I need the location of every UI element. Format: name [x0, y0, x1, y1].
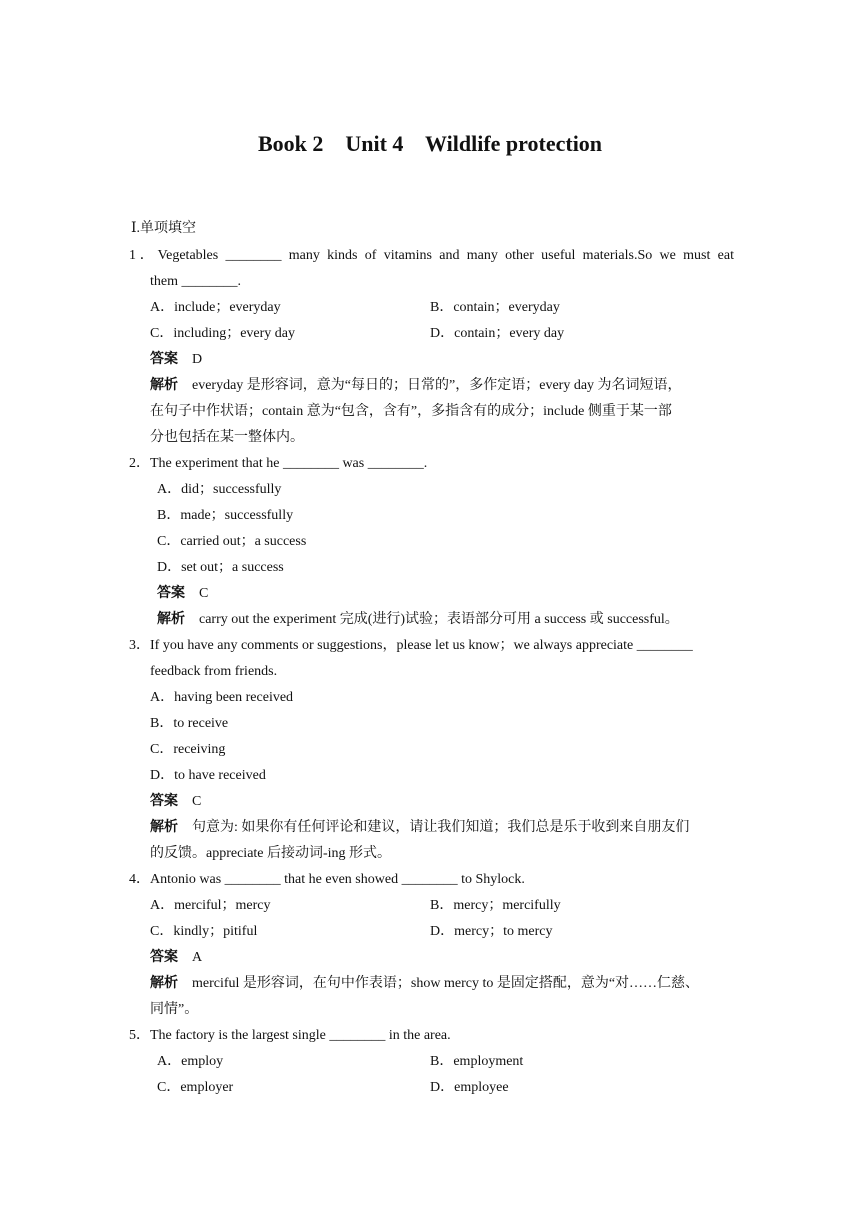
- analysis-text: 句意为: 如果你有任何评论和建议，请让我们知道；我们总是乐于收到来自朋友们: [192, 820, 690, 835]
- question-3-option-c: C．receiving: [150, 742, 226, 757]
- question-1-option-d: D．contain；every day: [430, 326, 565, 341]
- answer-value: C: [192, 794, 202, 809]
- question-1-answer: [150, 351, 202, 369]
- question-5-text: 5．The factory is the largest single ________ in the area.: [129, 1028, 451, 1043]
- question-2-option-c: C．carried out；a success: [157, 534, 307, 549]
- answer-label: 答案: [157, 586, 185, 601]
- question-1-analysis: [150, 377, 734, 395]
- question-3-text: 3．If you have any comments or suggestions，please let us know；we always appreciate ________: [129, 638, 693, 653]
- question-2-text: 2．The experiment that he ________ was ________.: [129, 456, 428, 471]
- question-2-answer: [157, 585, 208, 603]
- page-title: Book 2 Unit 4 Wildlife protection: [257, 131, 603, 156]
- question-1-text-cont: them ________.: [150, 274, 241, 289]
- question-3-analysis: [150, 819, 689, 837]
- question-3-option-a: A．having been received: [150, 690, 294, 705]
- question-3-answer: [150, 793, 201, 811]
- answer-label: 答案: [150, 352, 178, 367]
- question-4-option-a: A．merciful；mercy: [150, 898, 271, 913]
- question-2-option-b: B．made；successfully: [157, 508, 294, 523]
- question-3-option-d: D．to have received: [150, 768, 266, 783]
- question-1-analysis-cont: 在句子中作状语；contain 意为“包含，含有”，多指含有的成分；include 侧重于某一部: [150, 404, 672, 419]
- question-2-option-a: A．did；successfully: [157, 482, 282, 497]
- analysis-label: 解析: [150, 976, 178, 991]
- question-1-option-b: B．contain；everyday: [430, 300, 560, 315]
- question-5-option-b: B．employment: [430, 1054, 524, 1069]
- question-5-option-d: D．employee: [430, 1080, 509, 1095]
- question-4-option-d: D．mercy；to mercy: [430, 924, 553, 939]
- question-4-option-b: B．mercy；mercifully: [430, 898, 561, 913]
- question-1-option-c: C．including；every day: [150, 326, 296, 341]
- answer-value: D: [192, 352, 203, 367]
- analysis-text: everyday 是形容词，意为“每日的；日常的”，多作定语；every day 为名词短语，: [192, 378, 682, 393]
- question-5-option-a: A．employ: [157, 1054, 224, 1069]
- answer-value: A: [192, 950, 203, 965]
- question-4-text: 4．Antonio was ________ that he even showed ________ to Shylock.: [129, 872, 525, 887]
- answer-label: 答案: [150, 794, 178, 809]
- question-3-option-b: B．to receive: [150, 716, 229, 731]
- analysis-text: merciful 是形容词，在句中作表语；show mercy to 是固定搭配，意为“对……仁慈、: [192, 976, 700, 991]
- question-4-option-c: C．kindly；pitiful: [150, 924, 258, 939]
- question-3-text-cont: feedback from friends.: [150, 664, 278, 679]
- analysis-label: 解析: [150, 820, 178, 835]
- question-4-answer: [150, 949, 202, 967]
- question-1-option-a: A．include；everyday: [150, 300, 281, 315]
- question-5-option-c: C．employer: [157, 1080, 234, 1095]
- question-1-text: 1．Vegetables ________ many kinds of vitamins and many other useful materials.So we must eat: [129, 248, 734, 263]
- section-heading: Ⅰ.单项填空: [131, 221, 197, 236]
- answer-label: 答案: [150, 950, 178, 965]
- question-4-analysis: [150, 975, 699, 993]
- analysis-label: 解析: [157, 612, 185, 627]
- question-2-option-d: D．set out；a success: [157, 560, 284, 575]
- answer-value: C: [199, 586, 209, 601]
- analysis-label: 解析: [150, 378, 178, 393]
- analysis-text: carry out the experiment 完成(进行)试验；表语部分可用 a success 或 successful。: [199, 612, 679, 627]
- question-3-analysis-cont: 的反馈。appreciate 后接动词-ing 形式。: [150, 846, 392, 861]
- question-1-analysis-cont2: 分也包括在某一整体内。: [150, 430, 304, 445]
- question-2-analysis: [157, 611, 679, 629]
- question-4-analysis-cont: 同情”。: [150, 1002, 199, 1017]
